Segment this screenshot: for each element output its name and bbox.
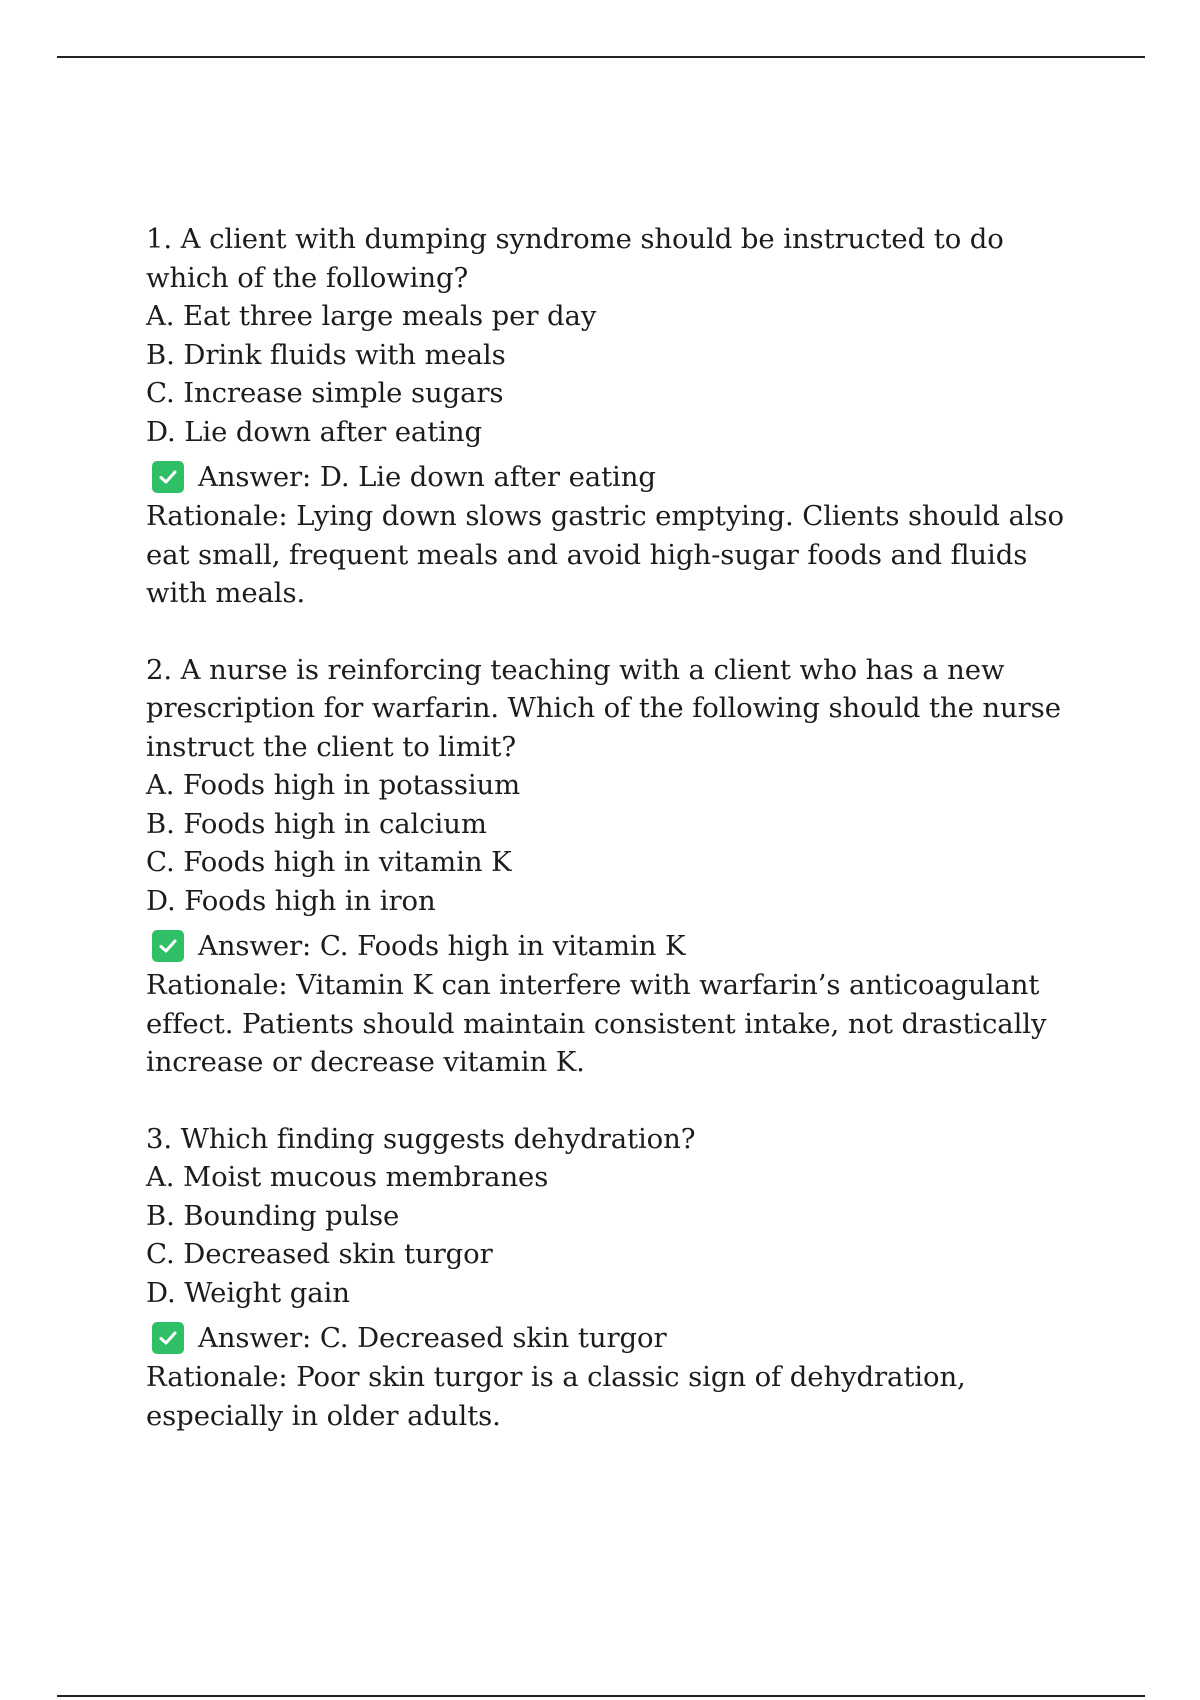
answer-line [146,1318,1086,1358]
check-mark-icon [152,930,184,962]
option-a: A. Eat three large meals per day [146,300,597,332]
rationale-text: Rationale: Poor skin turgor is a classic sign of dehydration, especially in older adults. [146,1361,966,1432]
answer-line [146,457,1086,497]
answer-text: Answer: D. Lie down after eating [198,460,656,493]
answer-text: Answer: C. Decreased skin turgor [198,1321,667,1354]
option-list [146,1158,1086,1312]
question-3 [146,1120,1086,1436]
option-b: B. Bounding pulse [146,1199,400,1232]
answer-text: Answer: C. Foods high in vitamin K [198,929,686,962]
option-d: D. Foods high in iron [146,884,436,917]
option-b: B. Foods high in calcium [146,807,487,840]
rationale-text: Rationale: Lying down slows gastric emptying. Clients should also eat small, frequent meals and avoid high-sugar foods and fluids with meals. [146,500,1064,609]
document-body [146,220,1086,1473]
rationale-text: Rationale: Vitamin K can interfere with warfarin’s anticoagulant effect. Patients should maintain consistent intake, not drastically increase or decrease vitamin K. [146,969,1047,1078]
option-c: C. Foods high in vitamin K [146,846,512,878]
bottom-rule [57,1695,1145,1697]
check-mark-icon [152,461,184,493]
question-1 [146,220,1086,613]
option-d: D. Lie down after eating [146,415,482,448]
check-mark-icon [152,1322,184,1354]
option-a: A. Foods high in potassium [146,769,521,801]
answer-line [146,926,1086,966]
question-text: 1. A client with dumping syndrome should be instructed to do which of the following? [146,223,1004,294]
question-2 [146,651,1086,1082]
option-b: B. Drink fluids with meals [146,338,506,371]
option-d: D. Weight gain [146,1276,350,1309]
option-a: A. Moist mucous membranes [146,1161,549,1193]
option-list [146,766,1086,920]
option-list [146,297,1086,451]
question-text: 3. Which finding suggests dehydration? [146,1122,696,1155]
option-c: C. Increase simple sugars [146,377,504,409]
question-text: 2. A nurse is reinforcing teaching with a client who has a new prescription for warfarin. Which of the following should the nurse instruct the client to limit? [146,653,1061,763]
option-c: C. Decreased skin turgor [146,1238,493,1270]
top-rule [57,56,1145,58]
